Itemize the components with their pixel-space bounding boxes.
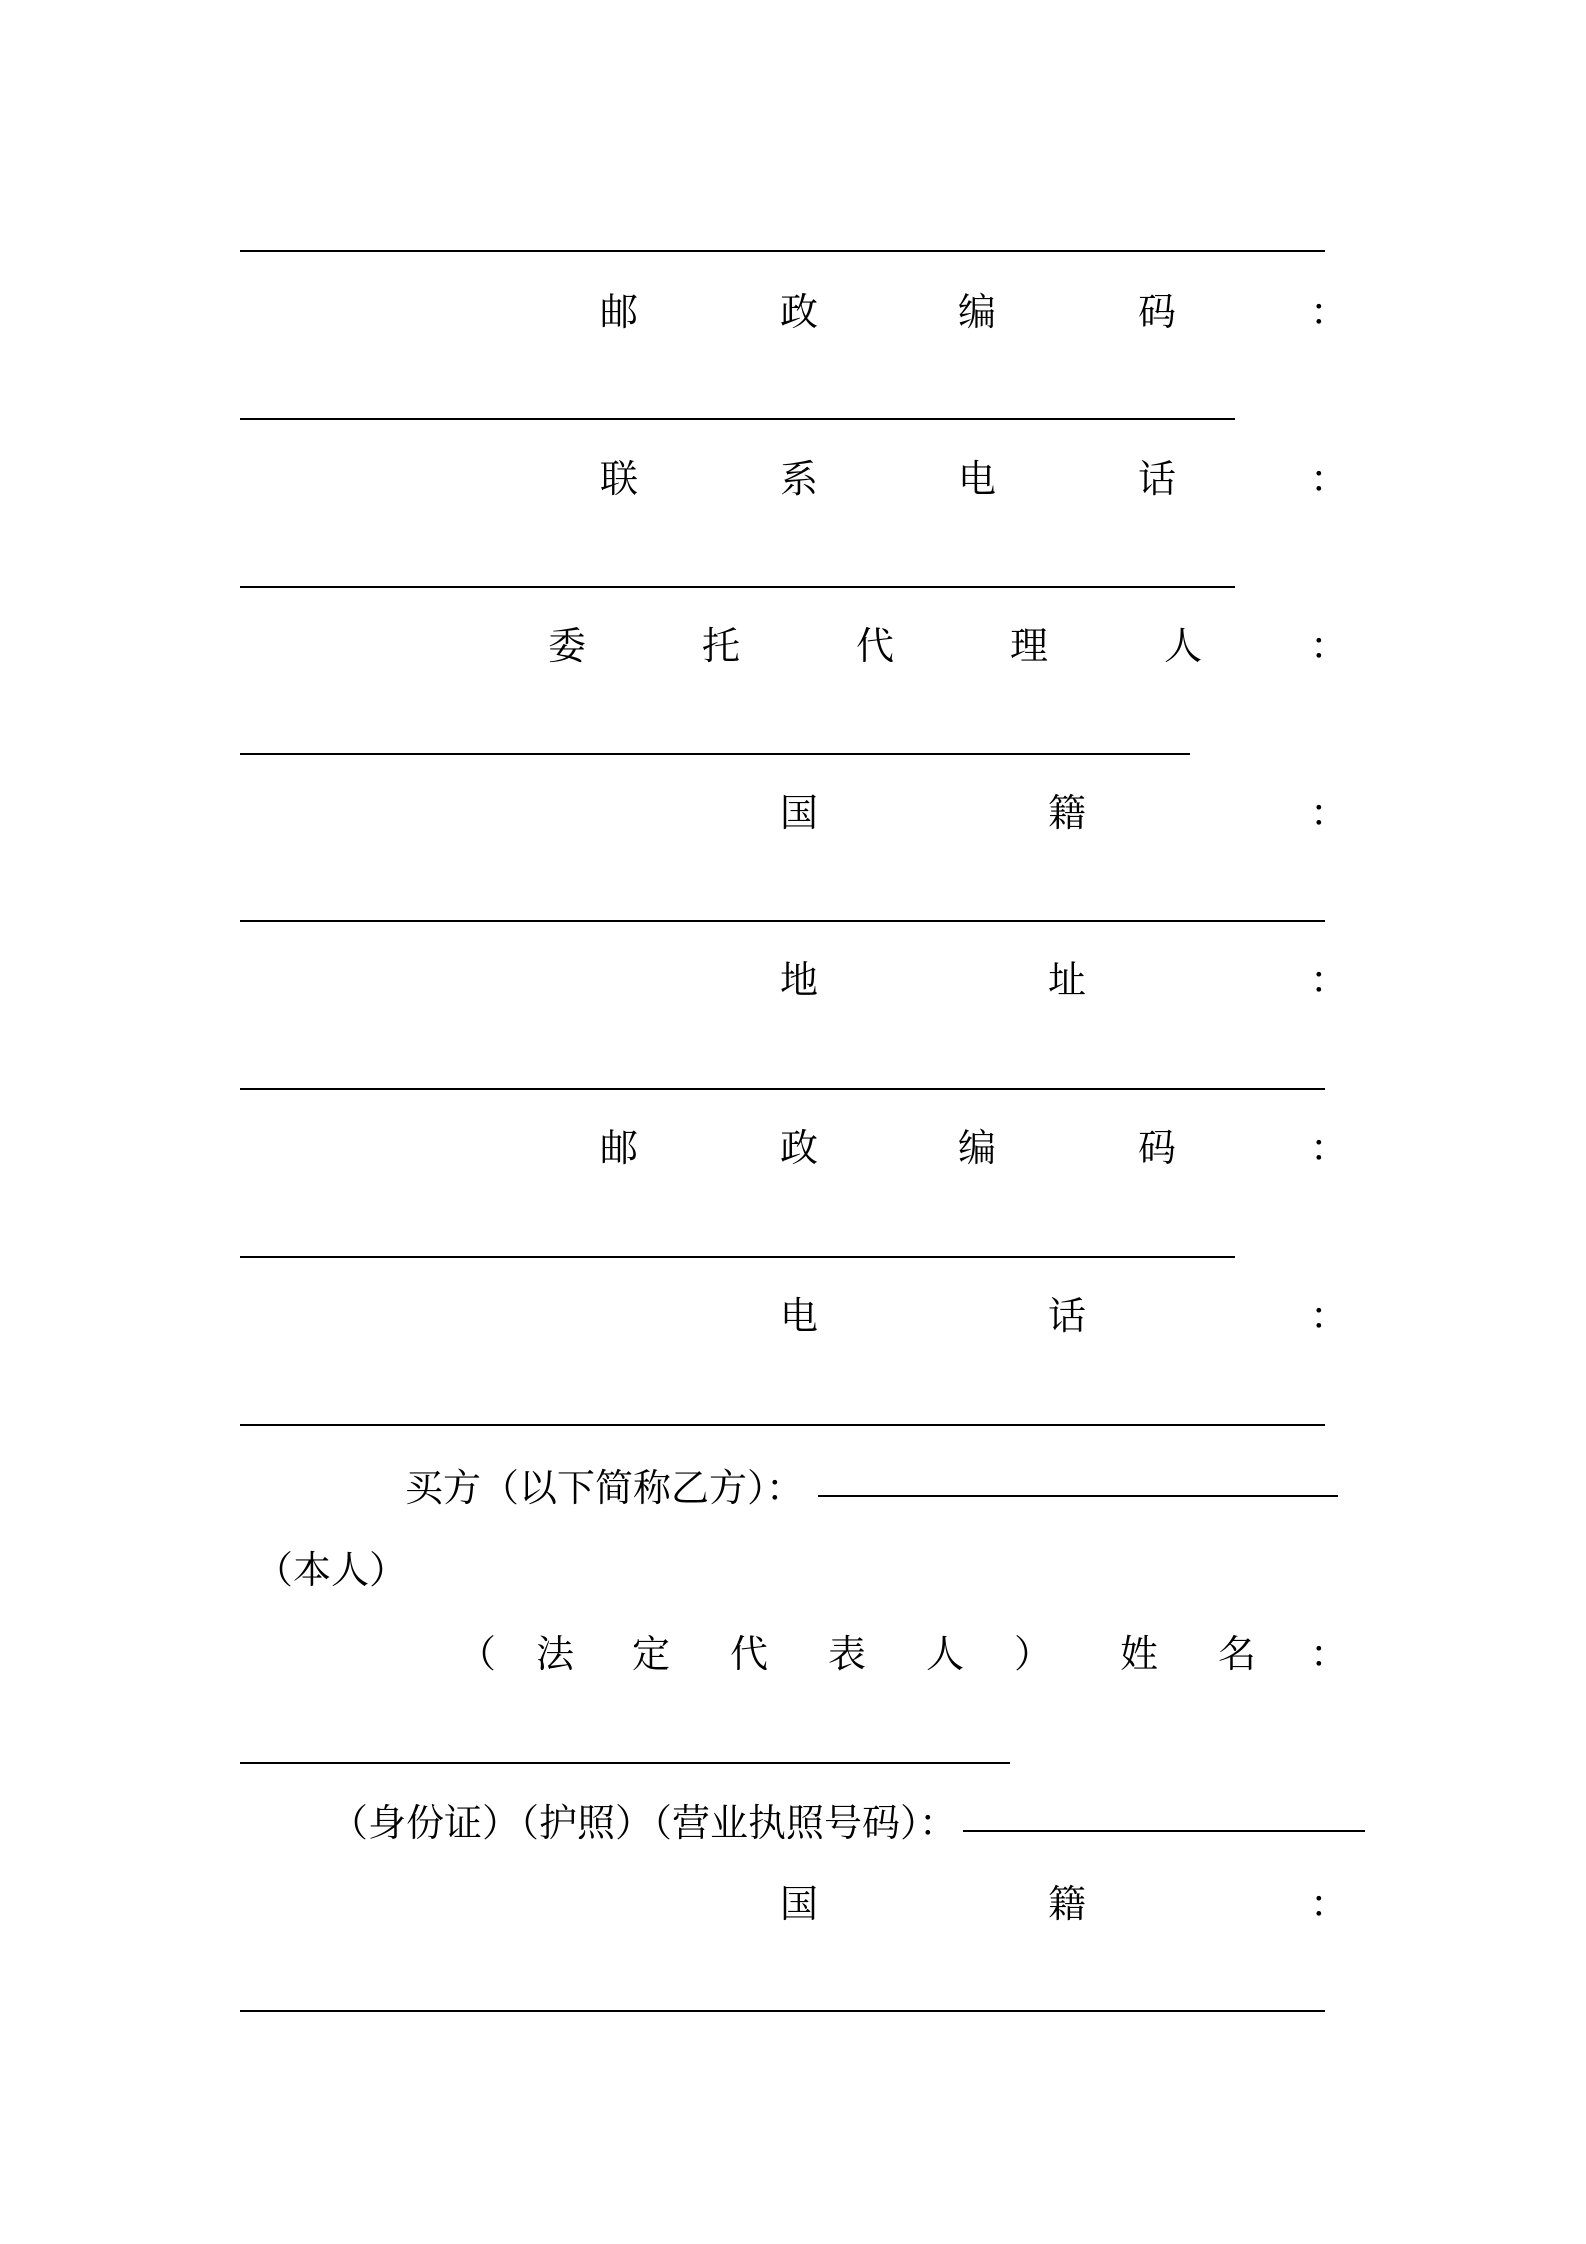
self-label: （本人）: [255, 1548, 408, 1592]
label-char: 政: [780, 290, 819, 334]
label-char: 托: [702, 624, 741, 668]
label-char: 联: [600, 457, 639, 501]
label-char: 话: [1138, 457, 1177, 501]
label-char: （: [458, 1632, 497, 1676]
id-label: （身份证）（护照）（营业执照号码）：: [330, 1801, 958, 1845]
label-colon: ：: [1310, 624, 1349, 668]
label-char: 委: [548, 624, 587, 668]
label-char: 代: [730, 1632, 769, 1676]
label-char: 政: [780, 1126, 819, 1170]
label-colon: ：: [1310, 791, 1349, 835]
id-line: [330, 1797, 1365, 1849]
label-char: 国: [780, 1882, 819, 1926]
label-colon: ：: [1310, 1632, 1349, 1676]
buyer-heading-line: [405, 1462, 1338, 1514]
nationality-field[interactable]: [240, 920, 1325, 922]
phone-field[interactable]: [240, 1424, 1325, 1426]
postal-code-label-2: [240, 1122, 1349, 1174]
label-char: 籍: [1048, 791, 1087, 835]
agent-field[interactable]: [240, 753, 1190, 755]
label-char: 话: [1048, 1294, 1087, 1338]
label-char: 编: [958, 290, 997, 334]
legal-rep-label: [240, 1628, 1349, 1680]
nationality-label: [240, 787, 1349, 839]
label-char: 电: [958, 457, 997, 501]
label-colon: ：: [1310, 457, 1349, 501]
label-char: 名: [1218, 1632, 1257, 1676]
buyer-heading: 买方（以下简称乙方）：: [405, 1466, 805, 1510]
label-char: 人: [1164, 624, 1203, 668]
label-char: 地: [780, 958, 819, 1002]
address-label: [240, 954, 1349, 1006]
phone-label: [240, 1290, 1349, 1342]
buyer-nationality-field[interactable]: [240, 2010, 1325, 2012]
buyer-name-field[interactable]: [818, 1495, 1338, 1497]
legal-rep-name-field[interactable]: [240, 1762, 1010, 1764]
label-colon: ：: [1310, 290, 1349, 334]
label-char: ）: [1014, 1632, 1053, 1676]
label-char: 国: [780, 791, 819, 835]
label-colon: ：: [1310, 1294, 1349, 1338]
postal-code-label: [240, 286, 1349, 338]
label-colon: ：: [1310, 1126, 1349, 1170]
address-field[interactable]: [240, 1088, 1325, 1090]
label-char: 姓: [1120, 1632, 1159, 1676]
label-char: 邮: [600, 1126, 639, 1170]
label-char: 代: [856, 624, 895, 668]
buyer-nationality-label: [240, 1878, 1349, 1930]
blank-line-top[interactable]: [240, 250, 1325, 252]
contact-phone-field[interactable]: [240, 586, 1235, 588]
self-line: [255, 1544, 407, 1596]
contact-phone-label: [240, 453, 1349, 505]
id-number-field[interactable]: [963, 1830, 1365, 1832]
label-colon: ：: [1310, 1882, 1349, 1926]
label-char: 定: [632, 1632, 671, 1676]
label-char: 址: [1048, 958, 1087, 1002]
label-char: 系: [780, 457, 819, 501]
label-char: 法: [536, 1632, 575, 1676]
postal-code-field[interactable]: [240, 418, 1235, 420]
label-char: 码: [1138, 1126, 1177, 1170]
label-char: 编: [958, 1126, 997, 1170]
label-char: 理: [1010, 624, 1049, 668]
label-colon: ：: [1310, 958, 1349, 1002]
label-char: 电: [780, 1294, 819, 1338]
label-char: 邮: [600, 290, 639, 334]
postal-code-field-2[interactable]: [240, 1256, 1235, 1258]
agent-label: [240, 620, 1349, 672]
label-char: 表: [828, 1632, 867, 1676]
label-char: 人: [926, 1632, 965, 1676]
label-char: 籍: [1048, 1882, 1087, 1926]
label-char: 码: [1138, 290, 1177, 334]
